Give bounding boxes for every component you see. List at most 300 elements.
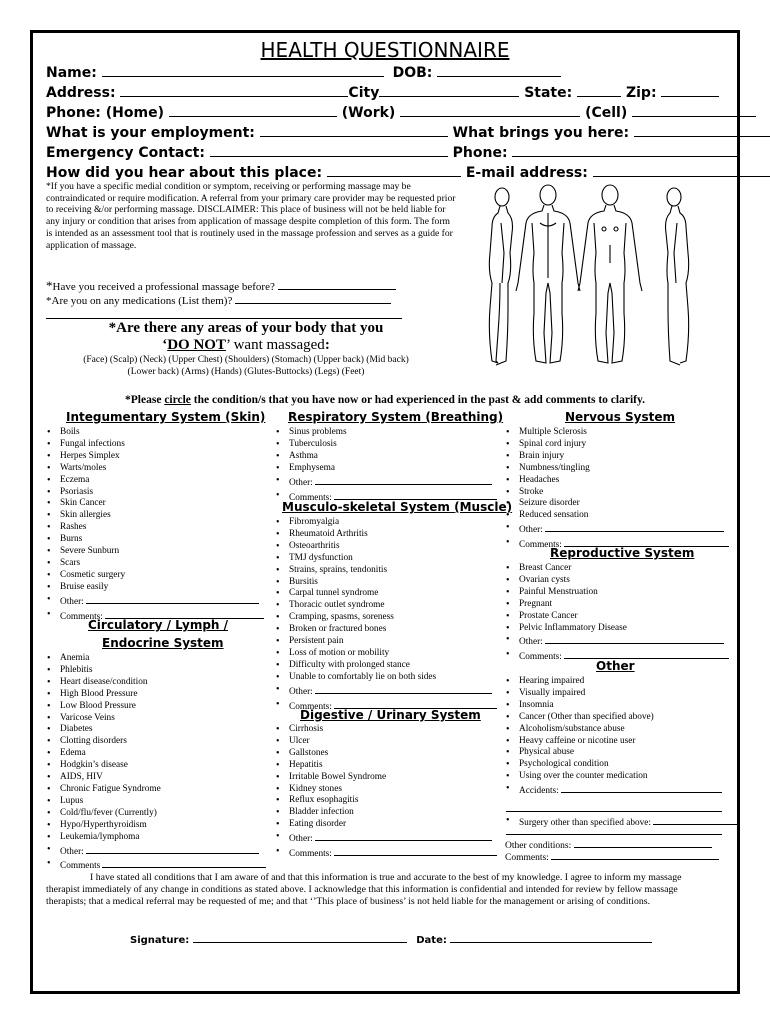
medications-question	[46, 293, 391, 307]
employment-row	[46, 124, 770, 141]
condition-item[interactable]	[275, 612, 497, 624]
comment-field[interactable]	[334, 490, 498, 500]
medications-line[interactable]	[46, 318, 402, 319]
nervous-heading: Nervous System	[565, 410, 676, 424]
musculo-sub: (Muscle)	[454, 500, 513, 514]
condition-label: Headaches	[519, 474, 560, 485]
condition-label: Other:	[289, 834, 313, 845]
condition-label: Stroke	[519, 486, 544, 497]
condition-item[interactable]	[46, 784, 266, 796]
condition-item[interactable]	[46, 570, 264, 582]
condition-item[interactable]	[275, 463, 497, 475]
comment-field[interactable]	[561, 783, 722, 793]
condition-item[interactable]	[505, 736, 722, 748]
condition-item[interactable]	[275, 439, 497, 451]
condition-label: Other:	[289, 477, 313, 488]
condition-item[interactable]	[505, 623, 729, 635]
other-comments-field[interactable]	[551, 850, 719, 860]
body-back-figure	[516, 185, 580, 363]
employment-label: What is your employment:	[46, 125, 255, 141]
zip-label: Zip:	[625, 85, 657, 101]
respiratory-list	[275, 427, 497, 504]
condition-label: Other:	[60, 846, 84, 857]
condition-item[interactable]	[275, 636, 497, 648]
condition-item[interactable]	[46, 796, 266, 808]
condition-label: Comments:	[289, 492, 332, 503]
do-not-text: DO NOT	[167, 337, 226, 353]
condition-item[interactable]	[46, 463, 264, 475]
other-conditions-field[interactable]	[574, 838, 712, 848]
condition-item[interactable]	[275, 427, 497, 439]
employment-field[interactable]	[260, 124, 448, 137]
medications-field[interactable]	[235, 293, 391, 304]
asterisk: *	[46, 295, 52, 307]
condition-label: Reduced sensation	[519, 510, 589, 521]
condition-item[interactable]	[46, 439, 264, 451]
condition-label: Comments	[60, 861, 101, 872]
condition-item[interactable]	[275, 807, 497, 819]
condition-item[interactable]	[275, 624, 497, 636]
state-label: State:	[524, 85, 573, 101]
condition-label: Severe Sunburn	[60, 546, 120, 557]
condition-item[interactable]	[46, 808, 266, 820]
brings-field[interactable]	[634, 124, 770, 137]
condition-label: Pregnant	[519, 598, 553, 609]
condition-item[interactable]	[505, 427, 729, 439]
surgery-item[interactable]	[505, 815, 737, 830]
condition-item[interactable]	[275, 684, 497, 699]
condition-label: Hearing impaired	[519, 676, 585, 686]
musculo-list	[275, 517, 497, 714]
nervous-list	[505, 427, 729, 552]
condition-label: AIDS, HIV	[60, 772, 103, 783]
cell-field[interactable]	[632, 104, 756, 117]
condition-item[interactable]	[46, 653, 266, 665]
condition-label: Insomnia	[519, 699, 554, 710]
state-field[interactable]	[577, 84, 621, 97]
asterisk: *	[46, 278, 53, 293]
condition-label: Comments:	[519, 652, 562, 663]
condition-label: Burns	[60, 534, 83, 545]
condition-label: Alcoholism/substance abuse	[519, 723, 625, 734]
integumentary-sub: (Skin)	[225, 410, 266, 424]
condition-label: Ovarian cysts	[519, 574, 570, 585]
emergency-row	[46, 144, 740, 161]
surgery-list	[505, 815, 737, 830]
circle-post: the condition/s that you have now or had experienced in the past & add comments to clarify.	[190, 394, 645, 406]
condition-label: Prostate Cancer	[519, 610, 578, 621]
emergency-label: Emergency Contact:	[46, 145, 205, 161]
comment-field[interactable]	[86, 844, 259, 854]
comment-field[interactable]	[102, 858, 266, 868]
city-field[interactable]	[379, 84, 519, 97]
condition-item[interactable]	[505, 599, 729, 611]
condition-item[interactable]	[505, 510, 729, 522]
condition-label: Hypo/Hyperthyroidism	[60, 819, 147, 830]
condition-item[interactable]	[275, 846, 497, 861]
condition-label: Cirrhosis	[289, 724, 324, 734]
condition-label: Asthma	[289, 450, 318, 461]
condition-item[interactable]	[505, 634, 729, 649]
condition-item[interactable]	[46, 820, 266, 832]
dob-label: DOB:	[392, 65, 433, 81]
integumentary-list	[46, 427, 264, 624]
hear-row	[46, 164, 770, 181]
condition-item[interactable]	[505, 575, 729, 587]
page-title: HEALTH QUESTIONNAIRE	[260, 38, 510, 62]
condition-label: Chronic Fatigue Syndrome	[60, 783, 161, 794]
condition-label: Difficulty with prolonged stance	[289, 659, 410, 670]
condition-label: Other:	[289, 686, 313, 697]
condition-item[interactable]	[275, 517, 497, 529]
work-label: (Work)	[341, 105, 396, 121]
condition-label: Psoriasis	[60, 486, 94, 497]
condition-item[interactable]	[46, 487, 264, 499]
condition-label: Leukemia/lymphoma	[60, 831, 140, 842]
condition-item[interactable]	[275, 553, 497, 565]
condition-item[interactable]	[46, 724, 266, 736]
condition-label: Cold/flu/fever (Currently)	[60, 807, 157, 818]
areas-heading: *Are there any areas of your body that you	[108, 320, 384, 336]
name-label: Name:	[46, 65, 97, 81]
condition-label: Emphysema	[289, 462, 335, 473]
condition-item[interactable]	[275, 672, 497, 684]
circle-instruction	[0, 394, 770, 406]
condition-label: Tuberculosis	[289, 438, 337, 449]
condition-item[interactable]	[505, 487, 729, 499]
condition-label: Reflux esophagitis	[289, 795, 359, 806]
condition-item[interactable]	[275, 588, 497, 600]
condition-item[interactable]	[275, 475, 497, 490]
respiratory-heading	[288, 410, 503, 424]
other-list	[505, 676, 722, 798]
condition-label: Bruise easily	[60, 581, 109, 592]
condition-item[interactable]	[505, 522, 729, 537]
city-label: City	[348, 85, 380, 101]
condition-label: Sinus problems	[289, 427, 347, 437]
circle-word: circle	[164, 394, 191, 406]
condition-label: Comments:	[289, 849, 332, 860]
comment-field[interactable]	[545, 522, 724, 532]
condition-item[interactable]	[46, 558, 264, 570]
condition-item[interactable]	[505, 463, 729, 475]
condition-label: Loss of motion or mobility	[289, 647, 390, 658]
condition-item[interactable]	[275, 748, 497, 760]
want-massaged-text: ’ want massaged	[225, 337, 325, 353]
condition-item[interactable]	[46, 594, 264, 609]
consent-statement: I have stated all conditions that I am aware of and that this information is true and accurate to the best of my knowledge. I agree to inform my massage therapist immediately of any change in conditions as stated above. I acknowledge that this information is confidential and intended for review by fellow massage therapists; that a medical referral may be requested of me; and that ‘’This place of business’ is not held liable for the management or arising of conditions.	[46, 872, 682, 907]
body-diagram	[468, 183, 728, 373]
condition-label: Broken or fractured bones	[289, 624, 387, 635]
work-field[interactable]	[400, 104, 580, 117]
condition-label: Ulcer	[289, 735, 310, 746]
condition-label: Gallstones	[289, 747, 329, 758]
address-label: Address:	[46, 85, 116, 101]
condition-label: Scars	[60, 557, 81, 568]
condition-label: Clotting disorders	[60, 736, 127, 747]
comment-field[interactable]	[564, 649, 730, 659]
condition-item[interactable]	[275, 736, 497, 748]
condition-item[interactable]	[46, 534, 264, 546]
condition-item[interactable]	[46, 677, 266, 689]
condition-label: Anemia	[60, 653, 90, 663]
condition-item[interactable]	[275, 772, 497, 784]
condition-label: Painful Menstruation	[519, 586, 598, 597]
condition-label: Brain injury	[519, 450, 565, 461]
email-label: E-mail address:	[465, 165, 588, 181]
reproductive-list	[505, 563, 729, 664]
comment-field[interactable]	[334, 846, 498, 856]
condition-item[interactable]	[275, 724, 497, 736]
condition-label: Skin Cancer	[60, 498, 106, 509]
condition-item[interactable]	[505, 688, 722, 700]
condition-item[interactable]	[46, 748, 266, 760]
condition-item[interactable]	[505, 475, 729, 487]
musculo-title: Musculo-skeletal System	[282, 500, 450, 514]
condition-label: Other:	[519, 525, 543, 536]
condition-label: Osteoarthritis	[289, 540, 340, 551]
condition-item[interactable]	[46, 701, 266, 713]
condition-label: Using over the counter medication	[519, 771, 648, 782]
comment-field[interactable]	[86, 594, 259, 604]
condition-item[interactable]	[505, 451, 729, 463]
condition-label: Phlebitis	[60, 664, 93, 675]
condition-label: Varicose Veins	[60, 712, 115, 723]
condition-label: High Blood Pressure	[60, 688, 138, 699]
condition-label: Kidney stones	[289, 783, 342, 794]
condition-item[interactable]	[275, 760, 497, 772]
condition-label: Strains, sprains, tendonitis	[289, 564, 388, 575]
condition-label: Psychological condition	[519, 759, 609, 770]
condition-item[interactable]	[505, 724, 722, 736]
condition-item[interactable]	[46, 510, 264, 522]
quote-open: ‘	[162, 337, 168, 353]
hear-label: How did you hear about this place:	[46, 165, 323, 181]
digestive-heading: Digestive / Urinary System	[300, 708, 481, 722]
circle-pre: *Please	[125, 394, 165, 406]
name-row	[46, 64, 561, 81]
condition-label: Seizure disorder	[519, 498, 580, 509]
surgery-field[interactable]	[653, 815, 737, 825]
condition-label: Diabetes	[60, 724, 93, 735]
condition-label: Persistent pain	[289, 636, 344, 647]
condition-item[interactable]	[505, 439, 729, 451]
other-comments-row	[505, 850, 719, 863]
condition-item[interactable]	[505, 587, 729, 599]
emergency-field[interactable]	[210, 144, 448, 157]
condition-label: Cancer (Other than specified above)	[519, 711, 654, 722]
email-field[interactable]	[593, 164, 770, 177]
condition-item[interactable]	[46, 844, 266, 859]
zip-field[interactable]	[661, 84, 719, 97]
condition-label: Thoracic outlet syndrome	[289, 600, 385, 611]
condition-item[interactable]	[275, 565, 497, 577]
condition-item[interactable]	[505, 783, 722, 798]
colon: :	[324, 337, 330, 353]
condition-item[interactable]	[275, 831, 497, 846]
body-front-figure	[578, 185, 642, 363]
condition-item[interactable]	[46, 522, 264, 534]
condition-item[interactable]	[46, 546, 264, 558]
condition-label: Carpal tunnel syndrome	[289, 588, 379, 599]
condition-item[interactable]	[46, 772, 266, 784]
condition-label: Spinal cord injury	[519, 438, 587, 449]
disclaimer-text: *If you have a specific medial condition or symptom, receiving or performing massage may be contraindicated or require modification. A referral from your primary care provider may be requested prior to receiving &/or performing massage. DISCLAIMER: This place of business will not be held liable for any injury or condition that arises from application of massage despite completion of this form. The form is intended as an assessment tool that is routinely used in the massage profession and serves as a guide for application of massage.	[46, 181, 456, 251]
signature-label: Signature:	[130, 935, 190, 946]
date-field[interactable]	[450, 932, 652, 943]
condition-item[interactable]	[46, 427, 264, 439]
condition-item[interactable]	[275, 795, 497, 807]
condition-label: Boils	[60, 427, 80, 437]
condition-item[interactable]	[275, 819, 497, 831]
surgery-line-2[interactable]	[506, 834, 722, 835]
date-label: Date:	[416, 935, 447, 946]
condition-label: Comments:	[519, 540, 562, 551]
other-heading: Other	[596, 659, 635, 673]
condition-label: Cramping, spasms, soreness	[289, 612, 394, 623]
dob-field[interactable]	[437, 64, 561, 77]
address-field[interactable]	[120, 84, 348, 97]
emergency-phone-label: Phone:	[452, 145, 508, 161]
condition-label: Heavy caffeine or nicotine user	[519, 735, 636, 746]
integumentary-heading	[66, 410, 265, 424]
condition-label: Comments:	[60, 611, 103, 622]
condition-item[interactable]	[275, 648, 497, 660]
name-field[interactable]	[102, 64, 384, 77]
condition-label: Bladder infection	[289, 807, 354, 818]
comment-field[interactable]	[315, 684, 492, 694]
condition-item[interactable]	[275, 600, 497, 612]
condition-label: Multiple Sclerosis	[519, 427, 587, 437]
condition-item[interactable]	[46, 498, 264, 510]
massage-before-field[interactable]	[278, 279, 396, 290]
condition-label: Accidents:	[519, 786, 559, 797]
condition-label: Hodgkin’s disease	[60, 760, 128, 771]
condition-item[interactable]	[46, 713, 266, 725]
respiratory-sub: (Breathing)	[425, 410, 504, 424]
condition-label: Bursitis	[289, 576, 318, 587]
condition-label: Herpes Simplex	[60, 450, 120, 461]
brings-label: What brings you here:	[452, 125, 630, 141]
condition-label: Hepatitis	[289, 759, 323, 770]
condition-label: Other:	[519, 637, 543, 648]
condition-item[interactable]	[46, 451, 264, 463]
condition-item[interactable]	[275, 451, 497, 463]
endocrine-heading: Endocrine System	[102, 636, 224, 650]
condition-label: Warts/moles	[60, 462, 107, 473]
circulatory-heading: Circulatory / Lymph /	[88, 618, 229, 632]
body-side-figure-2	[666, 188, 689, 365]
condition-item[interactable]	[505, 611, 729, 623]
body-side-figure	[489, 188, 512, 365]
condition-label: Numbness/tingling	[519, 462, 590, 473]
condition-item[interactable]	[46, 582, 264, 594]
surgery-label: Surgery other than specified above:	[519, 818, 652, 828]
condition-item[interactable]	[505, 563, 729, 575]
signature-row	[130, 932, 652, 946]
condition-label: Lupus	[60, 795, 84, 806]
condition-item[interactable]	[46, 475, 264, 487]
condition-item[interactable]	[275, 784, 497, 796]
medications-label: Are you on any medications (List them)?	[51, 295, 233, 307]
areas-heading-2	[46, 337, 446, 354]
body-areas-list-2[interactable]: (Lower back) (Arms) (Hands) (Glutes-Buttocks) (Legs) (Feet)	[127, 367, 365, 377]
other-comments-label: Comments:	[505, 853, 549, 863]
condition-label: Pelvic Inflammatory Disease	[519, 622, 627, 633]
address-row	[46, 84, 719, 101]
condition-item[interactable]	[46, 760, 266, 772]
signature-field[interactable]	[193, 932, 407, 943]
condition-item[interactable]	[505, 747, 722, 759]
condition-label: Irritable Bowel Syndrome	[289, 771, 387, 782]
condition-item[interactable]	[505, 712, 722, 724]
condition-label: Unable to comfortably lie on both sides	[289, 671, 437, 682]
hear-field[interactable]	[327, 164, 461, 177]
condition-item[interactable]	[275, 541, 497, 553]
condition-item[interactable]	[46, 736, 266, 748]
condition-label: Visually impaired	[519, 687, 586, 698]
condition-label: Eating disorder	[289, 819, 347, 830]
condition-label: Comments:	[289, 701, 332, 712]
condition-item[interactable]	[505, 498, 729, 510]
body-areas-list[interactable]: (Face) (Scalp) (Neck) (Upper Chest) (Shoulders) (Stomach) (Upper back) (Mid back)	[83, 355, 409, 365]
comment-field[interactable]	[315, 831, 492, 841]
phone-row	[46, 104, 756, 121]
condition-item[interactable]	[275, 577, 497, 589]
emergency-phone-field[interactable]	[512, 144, 740, 157]
comment-field[interactable]	[545, 634, 724, 644]
condition-item[interactable]	[46, 665, 266, 677]
condition-label: Heart disease/condition	[60, 676, 148, 687]
condition-label: Fibromyalgia	[289, 517, 340, 527]
condition-item[interactable]	[275, 529, 497, 541]
condition-label: Cosmetic surgery	[60, 569, 126, 580]
musculo-heading	[282, 500, 512, 514]
circulatory-list	[46, 653, 266, 873]
integumentary-title: Integumentary System	[66, 410, 221, 424]
reproductive-heading: Reproductive System	[550, 546, 695, 560]
condition-label: Other:	[60, 596, 84, 607]
condition-item[interactable]	[46, 832, 266, 844]
condition-label: Fungal infections	[60, 438, 125, 449]
condition-label: Low Blood Pressure	[60, 700, 136, 711]
massage-before-question	[46, 278, 396, 294]
condition-item[interactable]	[505, 771, 722, 783]
condition-item[interactable]	[505, 759, 722, 771]
massage-before-label: Have you received a professional massage before?	[52, 281, 275, 293]
phone-home-field[interactable]	[169, 104, 337, 117]
condition-label: Eczema	[60, 474, 90, 485]
condition-item[interactable]	[505, 700, 722, 712]
condition-item[interactable]	[505, 676, 722, 688]
cell-label: (Cell)	[585, 105, 628, 121]
accidents-line-2[interactable]	[506, 811, 722, 812]
condition-label: Rheumatoid Arthritis	[289, 528, 368, 539]
comment-field[interactable]	[315, 475, 492, 485]
digestive-list	[275, 724, 497, 861]
condition-label: Physical abuse	[519, 747, 574, 758]
respiratory-title: Respiratory System	[288, 410, 422, 424]
condition-item[interactable]	[46, 689, 266, 701]
condition-label: Rashes	[60, 522, 87, 533]
condition-label: Breast Cancer	[519, 563, 572, 573]
other-conditions-label: Other conditions:	[505, 841, 572, 851]
condition-label: TMJ dysfunction	[289, 552, 353, 563]
condition-label: Skin allergies	[60, 510, 111, 521]
condition-item[interactable]	[275, 660, 497, 672]
condition-label: Edema	[60, 748, 86, 759]
phone-home-label: Phone: (Home)	[46, 105, 164, 121]
